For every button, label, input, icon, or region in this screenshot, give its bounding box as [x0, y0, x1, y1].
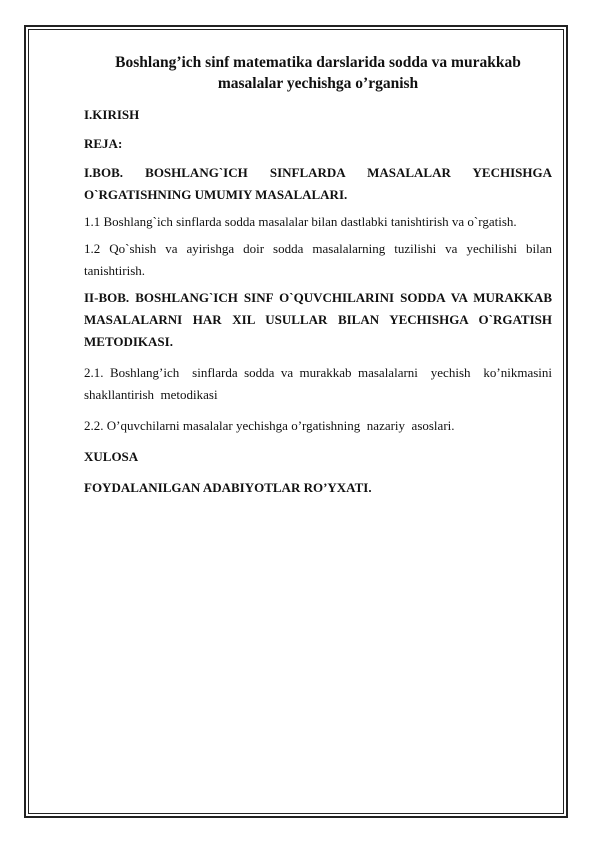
section-references: FOYDALANILGAN ADABIYOTLAR RO’YXATI.: [84, 480, 372, 495]
chapter-1-heading: I.BOB. BOSHLANG`ICH SINFLARDA MASALALAR YECHISHGA O`RGATISHNING UMUMIY MASALALARI.: [84, 165, 552, 202]
chapter-2-section-2: 2.2. O’quvchilarni masalalar yechishga o’rgatishning nazariy asoslari.: [84, 418, 455, 433]
chapter-1-section-1: 1.1 Boshlang`ich sinflarda sodda masalalar bilan dastlabki tanishtirish va o`rgatish.: [84, 214, 517, 229]
chapter-1-section-2: 1.2 Qo`shish va ayirishga doir sodda masalalarning tuzilishi va yechilishi bilan tanishtirish.: [84, 241, 552, 278]
section-reja: REJA:: [84, 136, 123, 151]
section-xulosa: XULOSA: [84, 449, 139, 464]
document-body: [84, 52, 556, 506]
document-title: Boshlang’ich sinf matematika darslarida sodda va murakkab masalalar yechishga o’rganish: [115, 54, 521, 92]
chapter-2-section-1: 2.1. Boshlang’ich sinflarda sodda va murakkab masalalarni yechish ko’nikmasini shakllantirish metodikasi: [84, 365, 556, 402]
chapter-2-heading: II-BOB. BOSHLANG`ICH SINF O`QUVCHILARINI SODDA VA MURAKKAB MASALALARNI HAR XIL USULLAR BILAN YECHISHGA O`RGATISH METODIKASI.: [84, 290, 552, 349]
section-kirish: I.KIRISH: [84, 107, 140, 122]
